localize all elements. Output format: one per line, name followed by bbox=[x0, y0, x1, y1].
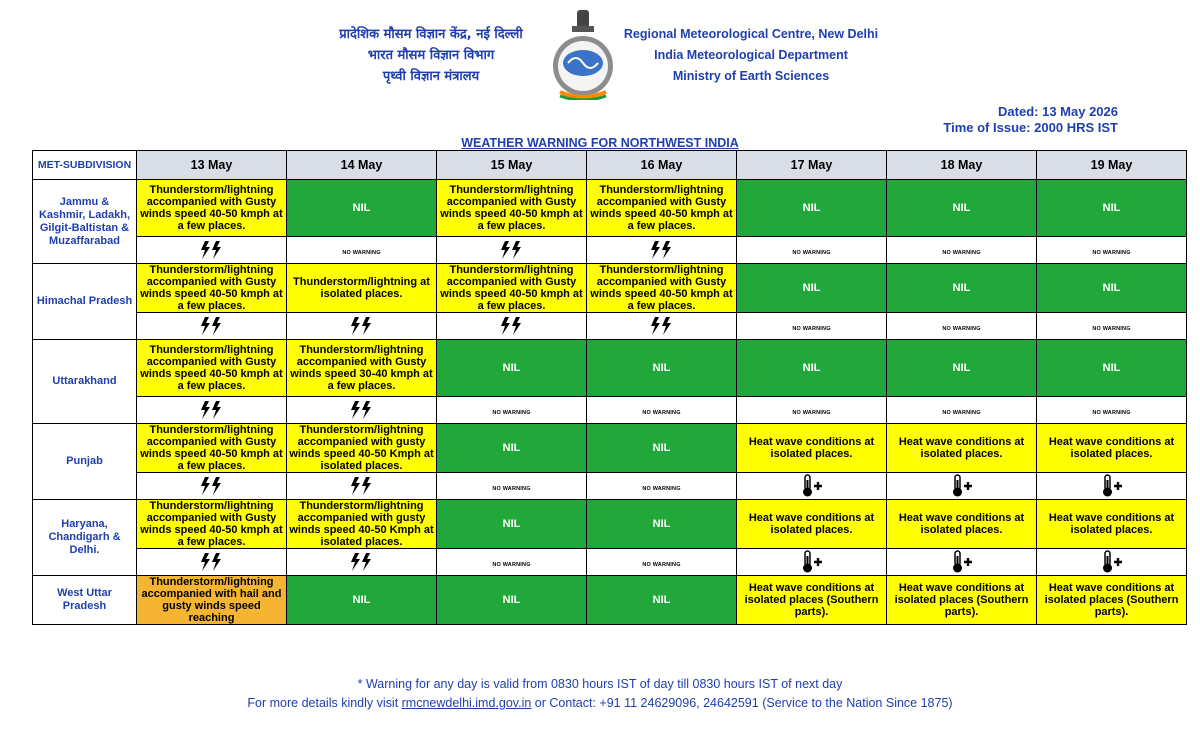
no-warning-label bbox=[887, 397, 1037, 424]
warning-cell: Thunderstorm/lightning accompanied with gusty winds speed 40-50 Kmph at isolated places. bbox=[287, 500, 437, 549]
no-warning-text: NO WARNING bbox=[1092, 250, 1131, 256]
no-warning-label bbox=[737, 397, 887, 424]
day-header: 16 May bbox=[587, 151, 737, 180]
validity-note: * Warning for any day is valid from 0830 hours IST of day till 0830 hours IST of next day bbox=[357, 677, 843, 691]
no-warning-text: NO WARNING bbox=[942, 326, 981, 332]
icon-row bbox=[33, 397, 1187, 424]
table-header-row bbox=[33, 151, 1187, 180]
thunderstorm-icon bbox=[137, 549, 287, 576]
table-row bbox=[33, 576, 1187, 625]
no-warning-text: NO WARNING bbox=[942, 250, 981, 256]
warning-cell: NIL bbox=[437, 500, 587, 549]
thunderstorm-icon bbox=[137, 313, 287, 340]
table-row bbox=[33, 180, 1187, 237]
no-warning-text: NO WARNING bbox=[642, 486, 681, 492]
thunderstorm-icon bbox=[287, 397, 437, 424]
no-warning-text: NO WARNING bbox=[792, 250, 831, 256]
subdivision-name: Haryana, Chandigarh & Delhi. bbox=[33, 500, 137, 576]
warning-cell: NIL bbox=[287, 576, 437, 625]
thunderstorm-icon bbox=[137, 473, 287, 500]
warning-cell: Thunderstorm/lightning accompanied with Gusty winds speed 40-50 kmph at a few places. bbox=[137, 500, 287, 549]
subdivision-name: Himachal Pradesh bbox=[33, 264, 137, 340]
icon-row bbox=[33, 237, 1187, 264]
warning-cell: NIL bbox=[437, 340, 587, 397]
time-of-issue: Time of Issue: 2000 HRS IST bbox=[943, 120, 1118, 135]
imd-emblem-icon bbox=[548, 8, 618, 100]
hindi-header-line1: प्रादेशिक मौसम विज्ञान केंद्र, नई दिल्ली bbox=[339, 27, 523, 42]
warning-cell: Heat wave conditions at isolated places. bbox=[887, 500, 1037, 549]
warning-cell: NIL bbox=[587, 500, 737, 549]
no-warning-label bbox=[587, 397, 737, 424]
warning-cell: Thunderstorm/lightning accompanied with Gusty winds speed 40-50 kmph at a few places. bbox=[137, 264, 287, 313]
warning-cell: Thunderstorm/lightning accompanied with gusty winds speed 40-50 Kmph at isolated places. bbox=[287, 424, 437, 473]
warning-cell: NIL bbox=[1037, 340, 1187, 397]
thunderstorm-icon bbox=[587, 237, 737, 264]
no-warning-label bbox=[287, 237, 437, 264]
thunderstorm-icon bbox=[437, 237, 587, 264]
english-header bbox=[616, 24, 886, 87]
day-header: 15 May bbox=[437, 151, 587, 180]
thunderstorm-icon bbox=[137, 237, 287, 264]
day-header: 19 May bbox=[1037, 151, 1187, 180]
no-warning-text: NO WARNING bbox=[642, 562, 681, 568]
no-warning-text: NO WARNING bbox=[1092, 410, 1131, 416]
no-warning-label bbox=[587, 549, 737, 576]
no-warning-text: NO WARNING bbox=[942, 410, 981, 416]
no-warning-text: NO WARNING bbox=[342, 250, 381, 256]
thunderstorm-icon bbox=[287, 313, 437, 340]
english-header-line2: India Meteorological Department bbox=[654, 48, 848, 62]
subdivision-name: Jammu & Kashmir, Ladakh, Gilgit-Baltistan & Muzaffarabad bbox=[33, 180, 137, 264]
no-warning-label bbox=[737, 237, 887, 264]
warning-cell: NIL bbox=[587, 576, 737, 625]
heat-wave-icon bbox=[737, 473, 887, 500]
warning-title: WEATHER WARNING FOR NORTHWEST INDIA bbox=[461, 136, 739, 150]
table-row bbox=[33, 340, 1187, 397]
no-warning-label bbox=[737, 313, 887, 340]
warning-cell: Heat wave conditions at isolated places (Southern parts). bbox=[887, 576, 1037, 625]
warning-cell: Thunderstorm/lightning accompanied with Gusty winds speed 40-50 kmph at a few places. bbox=[137, 180, 287, 237]
subdivision-name: West Uttar Pradesh bbox=[33, 576, 137, 625]
day-header: 18 May bbox=[887, 151, 1037, 180]
warning-cell: NIL bbox=[437, 424, 587, 473]
no-warning-text: NO WARNING bbox=[792, 326, 831, 332]
subdivision-name: Uttarakhand bbox=[33, 340, 137, 424]
warning-cell: NIL bbox=[737, 180, 887, 237]
no-warning-text: NO WARNING bbox=[492, 562, 531, 568]
subdivision-name: Punjab bbox=[33, 424, 137, 500]
no-warning-label bbox=[587, 473, 737, 500]
hindi-header bbox=[318, 24, 544, 87]
contact-details bbox=[0, 696, 1200, 710]
warning-cell: Thunderstorm/lightning accompanied with Gusty winds speed 40-50 kmph at a few places. bbox=[137, 340, 287, 397]
warning-table bbox=[32, 150, 1187, 625]
warning-cell: Thunderstorm/lightning accompanied with Gusty winds speed 40-50 kmph at a few places. bbox=[587, 264, 737, 313]
subdivision-header: MET-SUBDIVISION bbox=[33, 151, 137, 180]
warning-cell: Heat wave conditions at isolated places (Southern parts). bbox=[737, 576, 887, 625]
thunderstorm-icon bbox=[287, 549, 437, 576]
no-warning-label bbox=[1037, 237, 1187, 264]
no-warning-text: NO WARNING bbox=[642, 410, 681, 416]
heat-wave-icon bbox=[737, 549, 887, 576]
no-warning-text: NO WARNING bbox=[492, 410, 531, 416]
warning-cell: Heat wave conditions at isolated places. bbox=[1037, 500, 1187, 549]
warning-cell: Thunderstorm/lightning accompanied with Gusty winds speed 30-40 kmph at a few places. bbox=[287, 340, 437, 397]
warning-cell: Heat wave conditions at isolated places. bbox=[1037, 424, 1187, 473]
english-header-line3: Ministry of Earth Sciences bbox=[672, 69, 830, 83]
no-warning-label bbox=[437, 397, 587, 424]
thunderstorm-icon bbox=[587, 313, 737, 340]
day-header: 13 May bbox=[137, 151, 287, 180]
warning-cell: Thunderstorm/lightning accompanied with Gusty winds speed 40-50 kmph at a few places. bbox=[437, 264, 587, 313]
dated-text: Dated: 13 May 2026 bbox=[998, 104, 1118, 119]
english-header-line1: Regional Meteorological Centre, New Delhi bbox=[623, 27, 879, 41]
table-row bbox=[33, 264, 1187, 313]
no-warning-label bbox=[437, 473, 587, 500]
warning-cell: NIL bbox=[737, 264, 887, 313]
warning-cell: NIL bbox=[437, 576, 587, 625]
warning-cell: NIL bbox=[587, 340, 737, 397]
warning-cell: Thunderstorm/lightning accompanied with Gusty winds speed 40-50 kmph at a few places. bbox=[587, 180, 737, 237]
icon-row bbox=[33, 313, 1187, 340]
warning-cell: NIL bbox=[1037, 180, 1187, 237]
warning-cell: NIL bbox=[887, 180, 1037, 237]
warning-cell: Thunderstorm/lightning accompanied with hail and gusty winds speed reaching bbox=[137, 576, 287, 625]
thunderstorm-icon bbox=[437, 313, 587, 340]
heat-wave-icon bbox=[887, 549, 1037, 576]
warning-cell: NIL bbox=[887, 340, 1037, 397]
issue-info bbox=[943, 104, 1118, 136]
no-warning-text: NO WARNING bbox=[792, 410, 831, 416]
warning-cell: NIL bbox=[287, 180, 437, 237]
day-header: 14 May bbox=[287, 151, 437, 180]
thunderstorm-icon bbox=[137, 397, 287, 424]
icon-row bbox=[33, 549, 1187, 576]
no-warning-label bbox=[887, 237, 1037, 264]
details-suffix: or Contact: +91 11 24629096, 24642591 (Service to the Nation Since 1875) bbox=[531, 696, 953, 710]
warning-cell: Heat wave conditions at isolated places (Southern parts). bbox=[1037, 576, 1187, 625]
no-warning-label bbox=[1037, 397, 1187, 424]
warning-cell: NIL bbox=[1037, 264, 1187, 313]
hindi-header-line3: पृथ्वी विज्ञान मंत्रालय bbox=[382, 69, 480, 84]
no-warning-label bbox=[887, 313, 1037, 340]
icon-row bbox=[33, 473, 1187, 500]
day-header: 17 May bbox=[737, 151, 887, 180]
heat-wave-icon bbox=[1037, 549, 1187, 576]
website-link[interactable]: rmcnewdelhi.imd.gov.in bbox=[401, 696, 532, 710]
warning-cell: Thunderstorm/lightning accompanied with Gusty winds speed 40-50 kmph at a few places. bbox=[137, 424, 287, 473]
thunderstorm-icon bbox=[287, 473, 437, 500]
details-prefix: For more details kindly visit bbox=[247, 696, 402, 710]
no-warning-label bbox=[1037, 313, 1187, 340]
table-row bbox=[33, 424, 1187, 473]
warning-cell: Heat wave conditions at isolated places. bbox=[887, 424, 1037, 473]
warning-cell: Heat wave conditions at isolated places. bbox=[737, 500, 887, 549]
warning-cell: Thunderstorm/lightning accompanied with Gusty winds speed 40-50 kmph at a few places. bbox=[437, 180, 587, 237]
heat-wave-icon bbox=[887, 473, 1037, 500]
no-warning-text: NO WARNING bbox=[492, 486, 531, 492]
warning-cell: NIL bbox=[587, 424, 737, 473]
warning-cell: NIL bbox=[887, 264, 1037, 313]
no-warning-text: NO WARNING bbox=[1092, 326, 1131, 332]
warning-cell: NIL bbox=[737, 340, 887, 397]
warning-cell: Heat wave conditions at isolated places. bbox=[737, 424, 887, 473]
table-row bbox=[33, 500, 1187, 549]
warning-cell: Thunderstorm/lightning at isolated places. bbox=[287, 264, 437, 313]
hindi-header-line2: भारत मौसम विज्ञान विभाग bbox=[367, 48, 495, 63]
no-warning-label bbox=[437, 549, 587, 576]
heat-wave-icon bbox=[1037, 473, 1187, 500]
